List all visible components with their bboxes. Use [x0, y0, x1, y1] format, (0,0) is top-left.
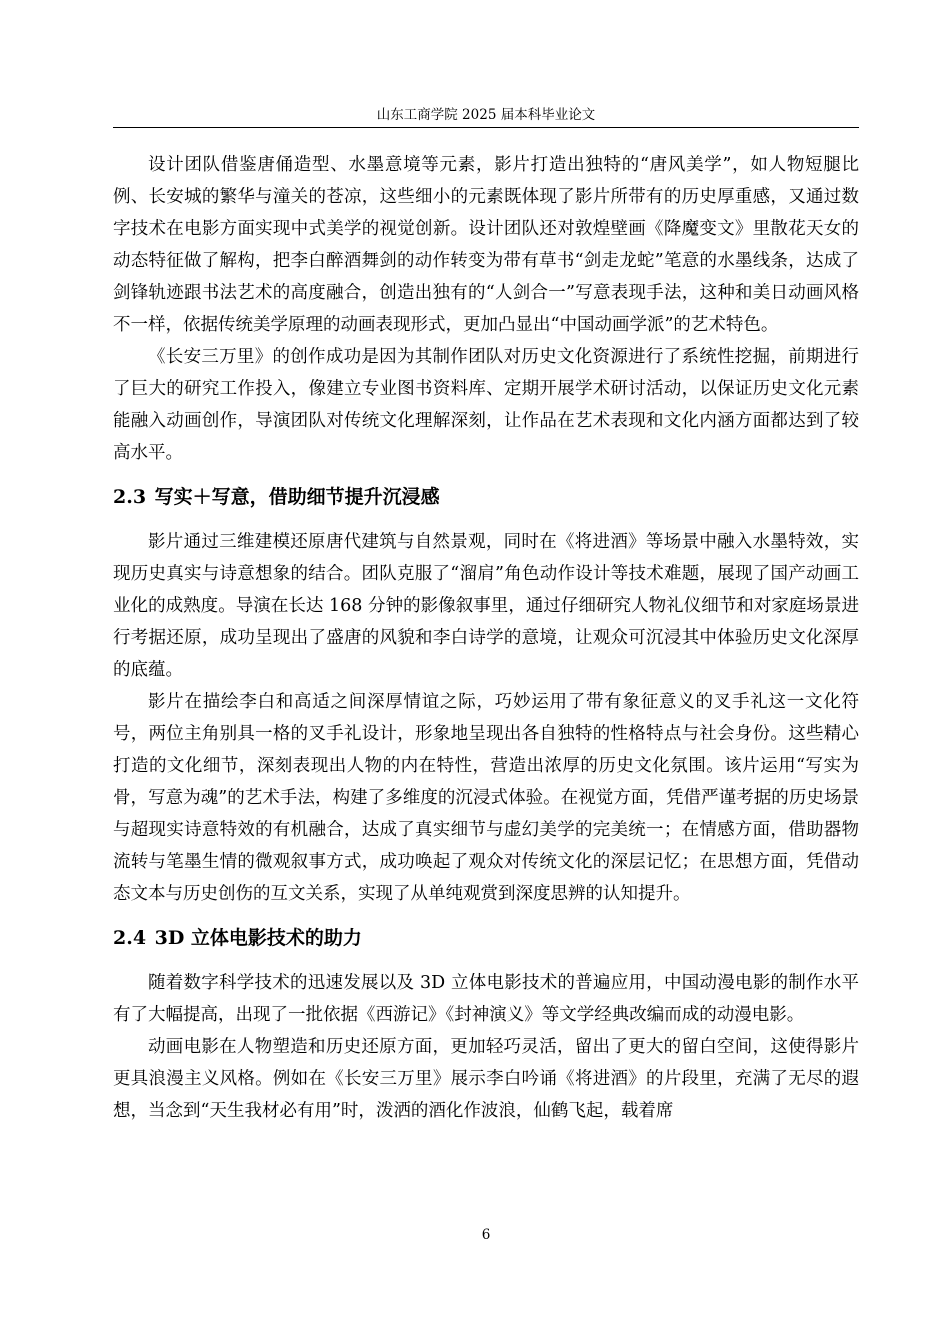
header-rule: [113, 127, 859, 128]
body-text: [113, 149, 859, 1127]
section-heading-2-3: [113, 479, 859, 515]
section-heading-2-4: [113, 920, 859, 956]
paragraph: 影片在描绘李白和高适之间深厚情谊之际，巧妙运用了带有象征意义的叉手礼这一文化符号，两位主角别具一格的叉手礼设计，形象地呈现出各自独特的性格特点与社会身份。这些精心打造的文化细节，深刻表现出人物的内在特性，营造出浓厚的历史文化氛围。该片运用“写实为骨，写意为魂”的艺术手法，构建了多维度的沉浸式体验。在视觉方面，凭借严谨考据的历史场景与超现实诗意特效的有机融合，达成了真实细节与虚幻美学的完美统一；在情感方面，借助器物流转与笔墨生情的微观叙事方式，成功唤起了观众对传统文化的深层记忆；在思想方面，凭借动态文本与历史创伤的互文关系，实现了从单纯观赏到深度思辨的认知提升。: [113, 692, 859, 904]
section-number: 2.3: [113, 486, 147, 508]
paragraph: 设计团队借鉴唐俑造型、水墨意境等元素，影片打造出独特的“唐风美学”，如人物短腿比例、长安城的繁华与潼关的苍凉，这些细小的元素既体现了影片所带有的历史厚重感，又通过数字技术在电影方面实现中式美学的视觉创新。设计团队还对敦煌壁画《降魔变文》里散花天女的动态特征做了解构，把李白醉酒舞剑的动作转变为带有草书“剑走龙蛇”笔意的水墨线条，达成了剑锋轨迹跟书法艺术的高度融合，创造出独有的“人剑合一”写意表现手法，这种和美日动画风格不一样，依据传统美学原理的动画表现形式，更加凸显出“中国动画学派”的艺术特色。: [113, 155, 859, 335]
paragraph: 随着数字科学技术的迅速发展以及 3D 立体电影技术的普遍应用，中国动漫电影的制作水平有了大幅提高，出现了一批依据《西游记》《封神演义》等文学经典改编而成的动漫电影。: [113, 973, 859, 1025]
section-number: 2.4: [113, 927, 147, 949]
page-number: 6: [481, 1227, 491, 1243]
section-title: 写实＋写意，借助细节提升沉浸感: [154, 486, 440, 508]
running-header: 山东工商学院 2025 届本科毕业论文: [376, 107, 596, 123]
paragraph: 《长安三万里》的创作成功是因为其制作团队对历史文化资源进行了系统性挖掘，前期进行了巨大的研究工作投入，像建立专业图书资料库、定期开展学术研讨活动，以保证历史文化元素能融入动画创作，导演团队对传统文化理解深刻，让作品在艺术表现和文化内涵方面都达到了较高水平。: [113, 347, 859, 463]
paragraph: 影片通过三维建模还原唐代建筑与自然景观，同时在《将进酒》等场景中融入水墨特效，实现历史真实与诗意想象的结合。团队克服了“溜肩”角色动作设计等技术难题，展现了国产动画工业化的成熟度。导演在长达 168 分钟的影像叙事里，通过仔细研究人物礼仪细节和对家庭场景进行考据还原，成功呈现出了盛唐的风貌和李白诗学的意境，让观众可沉浸其中体验历史文化深厚的底蕴。: [113, 532, 859, 680]
section-title: 3D 立体电影技术的助力: [154, 927, 362, 949]
paragraph: 动画电影在人物塑造和历史还原方面，更加轻巧灵活，留出了更大的留白空间，这使得影片更具浪漫主义风格。例如在《长安三万里》展示李白吟诵《将进酒》的片段里，充满了无尽的遐想，当念到“天生我材必有用”时，泼洒的酒化作波浪，仙鹤飞起，载着席: [113, 1037, 859, 1121]
